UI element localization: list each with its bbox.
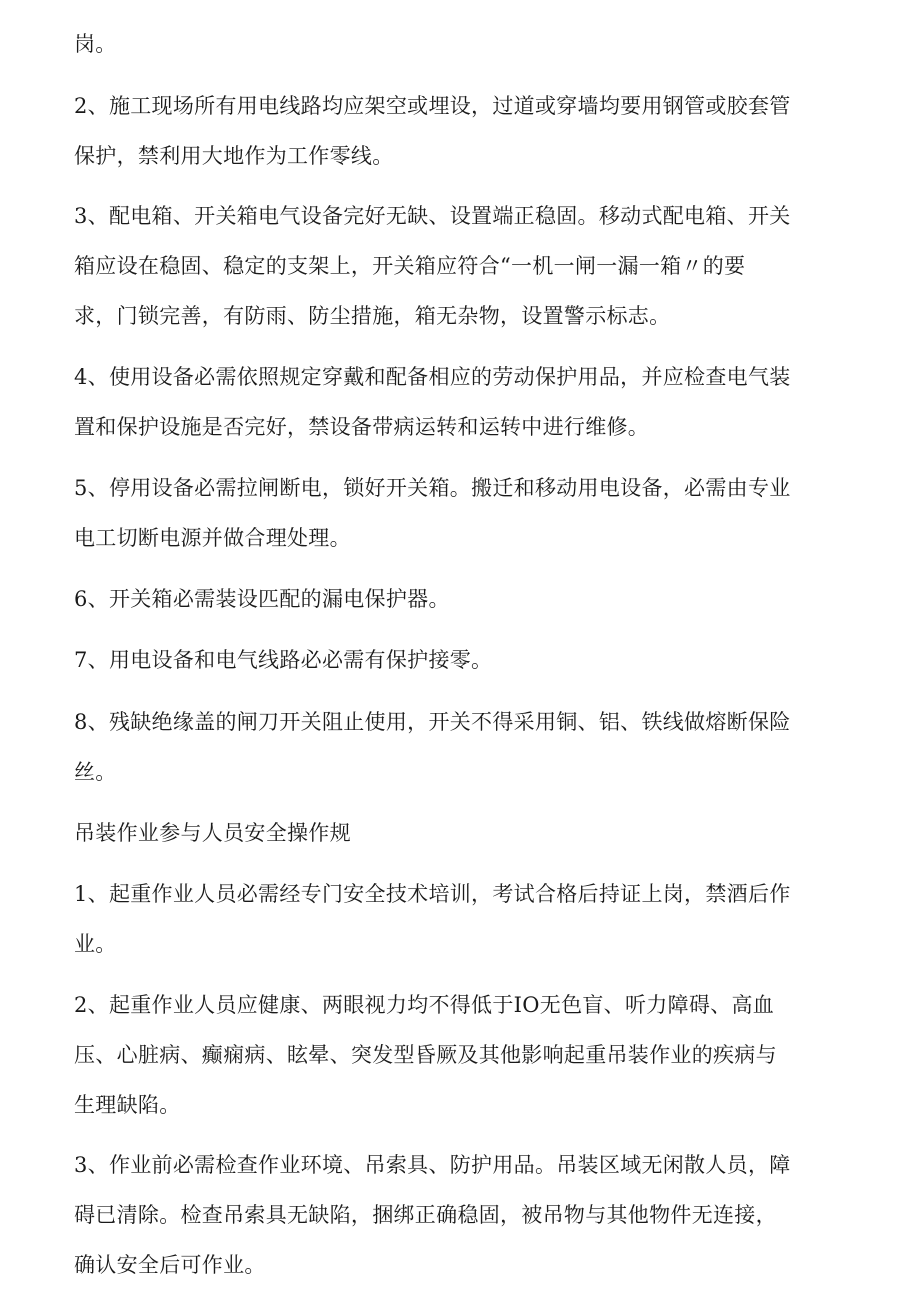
text-line: 箱应设在稳固、稳定的支架上，开关箱应符合“一机一闸一漏一箱〃的要	[74, 254, 746, 278]
text-line: 确认安全后可作业。	[74, 1253, 266, 1277]
paragraph-item-6	[74, 574, 864, 624]
paragraph-item-5	[74, 463, 864, 563]
text-line: 7、用电设备和电气线路必必需有保护接零。	[74, 648, 493, 672]
paragraph-item-2-lifting	[74, 980, 864, 1130]
paragraph-item-1	[74, 869, 864, 969]
text-line: 保护，禁利用大地作为工作零线。	[74, 144, 394, 168]
text-line: 电工切断电源并做合理处理。	[74, 526, 351, 550]
text-line: 丝。	[74, 760, 117, 784]
paragraph-item-2	[74, 81, 864, 181]
text-line: 8、残缺绝缘盖的闸刀开关阻止使用，开关不得采用铜、铝、铁线做熔断保险	[74, 710, 791, 734]
paragraph-item-7	[74, 635, 864, 685]
paragraph-item-8	[74, 697, 864, 797]
text-line: 岗。	[74, 32, 117, 56]
text-line: 5、停用设备必需拉闸断电，锁好开关箱。搬迁和移动用电设备，必需由专业	[74, 476, 791, 500]
text-line: 置和保护设施是否完好，禁设备带病运转和运转中进行维修。	[74, 415, 650, 439]
section-heading	[74, 808, 864, 858]
paragraph-item-4	[74, 352, 864, 452]
text-line: 压、心脏病、癫痫病、眩晕、突发型昏厥及其他影响起重吊装作业的疾病与	[74, 1043, 777, 1067]
text-line: 碍已清除。检查吊索具无缺陷，捆绑正确稳固，被吊物与其他物件无连接，	[74, 1203, 777, 1227]
text-line: 1、起重作业人员必需经专门安全技术培训，考试合格后持证上岗，禁酒后作	[74, 882, 791, 906]
heading-text: 吊装作业参与人员安全操作规	[74, 821, 351, 845]
text-line: 2、施工现场所有用电线路均应架空或埋设，过道或穿墙均要用钢管或胶套管	[74, 94, 791, 118]
text-line: 4、使用设备必需依照规定穿戴和配备相应的劳动保护用品，并应检查电气装	[74, 365, 791, 389]
text-line: 3、作业前必需检查作业环境、吊索具、防护用品。吊装区域无闲散人员，障	[74, 1153, 791, 1177]
text-line: 生理缺陷。	[74, 1093, 181, 1117]
text-line: 求，门锁完善，有防雨、防尘措施，箱无杂物，设置警示标志。	[74, 304, 671, 328]
paragraph-item-3	[74, 191, 864, 341]
text-line: 3、配电箱、开关箱电气设备完好无缺、设置端正稳固。移动式配电箱、开关	[74, 204, 791, 228]
text-line: 2、起重作业人员应健康、两眼视力均不得低于IO无色盲、听力障碍、高血	[74, 993, 775, 1017]
paragraph-item-3-lifting	[74, 1140, 864, 1290]
paragraph-continuation	[74, 19, 864, 69]
text-line: 业。	[74, 932, 117, 956]
text-line: 6、开关箱必需装设匹配的漏电保护器。	[74, 587, 450, 611]
